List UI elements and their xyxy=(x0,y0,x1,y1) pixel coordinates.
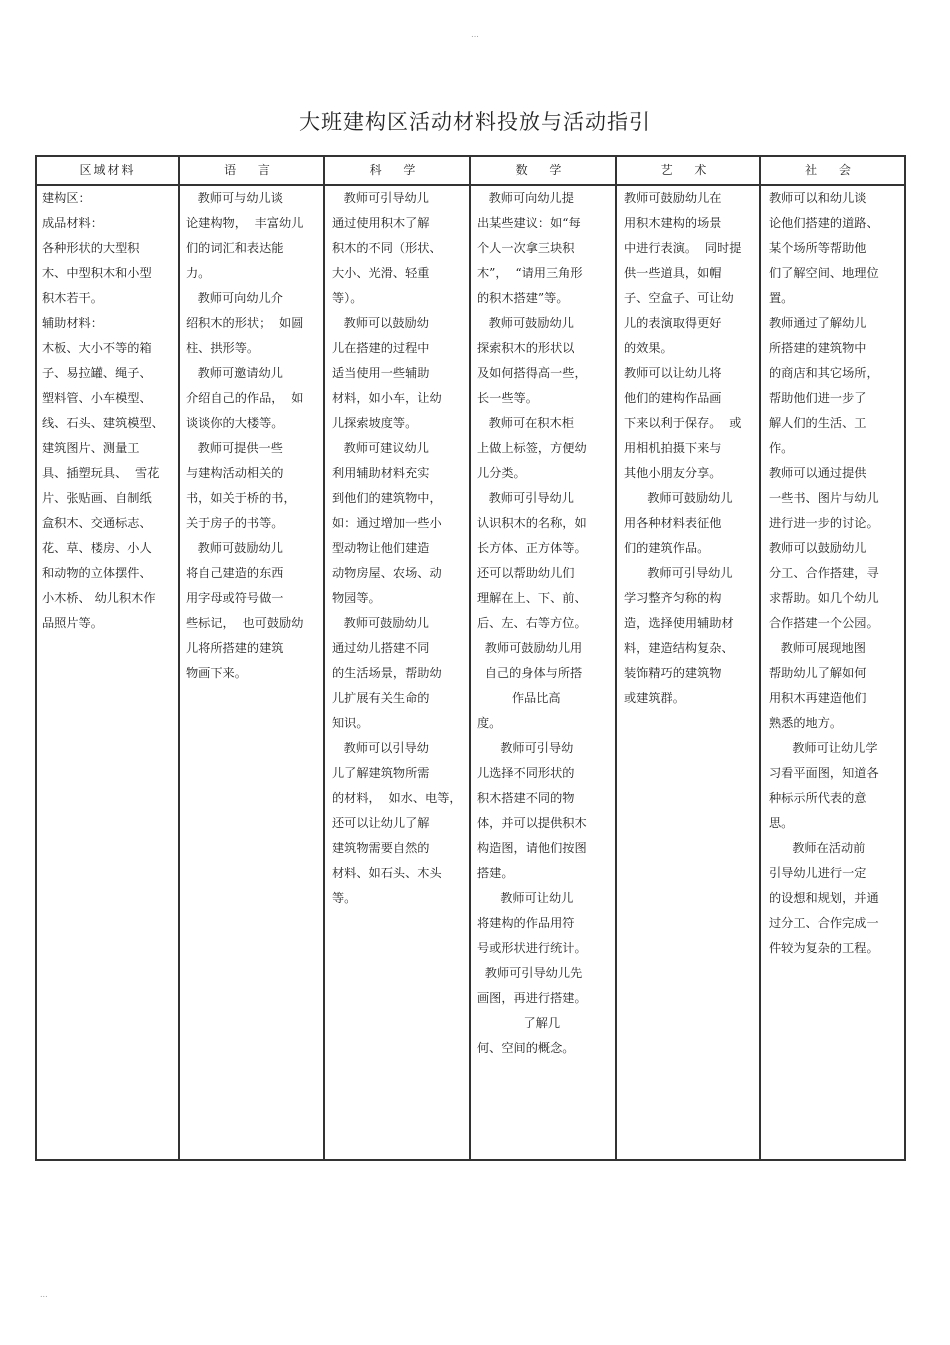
cell-line: 适当使用一些辅助 xyxy=(332,366,430,380)
cell-line: 绍积木的形状； 如圆 xyxy=(186,316,304,330)
cell-line: 教师可鼓励幼儿 xyxy=(624,491,733,505)
cell-line: 大小、光滑、轻重 xyxy=(332,266,430,280)
cell-line: 等。 xyxy=(332,891,357,905)
cell-line: 花、草、楼房、小人 xyxy=(42,541,152,555)
cell-line: 构造图，请他们按图 xyxy=(477,841,587,855)
cell-line: 论他们搭建的道路、 xyxy=(769,216,879,230)
cell-line: 供一些道具，如帽 xyxy=(624,266,722,280)
cell-line: 下来以利于保存。 或 xyxy=(624,416,742,430)
cell-line: 品照片等。 xyxy=(42,616,103,630)
cell-line: 后、左、右等方位。 xyxy=(477,616,587,630)
header-art: 艺 术 xyxy=(660,163,716,177)
cell-line: 儿将所搭建的建筑 xyxy=(186,641,284,655)
cell-line: 与建构活动相关的 xyxy=(186,466,284,480)
cell-line: 积木若干。 xyxy=(42,291,103,305)
cell-line: 过分工、合作完成一 xyxy=(769,916,879,930)
cell-line: 教师可邀请幼儿 xyxy=(186,366,283,380)
cell-line: 进行进一步的讨论。 xyxy=(769,516,879,530)
cell-line: 分工、合作搭建，寻 xyxy=(769,566,879,580)
cell-line: 们的词汇和表达能 xyxy=(186,241,284,255)
cell-line: 用相机拍摄下来与 xyxy=(624,441,722,455)
header-social: 社 会 xyxy=(805,163,860,177)
cell-line: 教师可以和幼儿谈 xyxy=(769,191,867,205)
cell-line: 塑料管、小车模型、 xyxy=(42,391,152,405)
cell-line: 教师可引导幼儿先 xyxy=(477,966,583,980)
column-divider xyxy=(615,157,617,1159)
cell-line: 他们的建构作品画 xyxy=(624,391,722,405)
cell-line: 积木搭建不同的物 xyxy=(477,791,575,805)
cell-line: 的生活场景，帮助幼 xyxy=(332,666,442,680)
cell-line: 通过使用积木了解 xyxy=(332,216,430,230)
cell-line: 物园等。 xyxy=(332,591,381,605)
cell-line: 解人们的生活、工 xyxy=(769,416,867,430)
cell-line: 种标示所代表的意 xyxy=(769,791,867,805)
cell-line: 合作搭建一个公园。 xyxy=(769,616,879,630)
column-divider xyxy=(759,157,761,1159)
cell-line: 教师可建议幼儿 xyxy=(332,441,429,455)
cell-line: 线、石头、建筑模型、 xyxy=(42,416,164,430)
cell-line: 建构区： xyxy=(42,191,91,205)
page-marker-bottom: ... xyxy=(40,1290,48,1299)
cell-line: 其他小朋友分享。 xyxy=(624,466,722,480)
cell-line: 儿选择不同形状的 xyxy=(477,766,575,780)
cell-line: 知识。 xyxy=(332,716,369,730)
cell-line: 如：通过增加一些小 xyxy=(332,516,442,530)
header-math: 数 学 xyxy=(515,163,571,177)
cell-line: 教师可展现地图 xyxy=(769,641,866,655)
cell-line: 装饰精巧的建筑物 xyxy=(624,666,722,680)
cell-line: 教师可鼓励幼儿 xyxy=(332,616,429,630)
cell-line: 一些书、图片与幼儿 xyxy=(769,491,879,505)
cell-line: 认识积木的名称，如 xyxy=(477,516,587,530)
cell-line: 理解在上、下、前、 xyxy=(477,591,587,605)
cell-line: 积木的不同（形状、 xyxy=(332,241,442,255)
cell-line: 教师可以鼓励幼儿 xyxy=(769,541,867,555)
cell-line: 习看平面图，知道各 xyxy=(769,766,879,780)
cell-line: 料，建造结构复杂、 xyxy=(624,641,734,655)
cell-line: 儿分类。 xyxy=(477,466,526,480)
header-language: 语 言 xyxy=(224,163,279,177)
cell-line: 个人一次拿三块积 xyxy=(477,241,575,255)
cell-line: 教师可引导幼儿 xyxy=(332,191,429,205)
cell-line: 们了解空间、地理位 xyxy=(769,266,879,280)
cell-line: 教师可以引导幼 xyxy=(332,741,429,755)
header-area-materials: 区域材料 xyxy=(79,163,136,177)
cell-line: 帮助他们进一步了 xyxy=(769,391,867,405)
cell-line: 些标记， 也可鼓励幼 xyxy=(186,616,304,630)
cell-line: 将建构的作品用符 xyxy=(477,916,575,930)
cell-line: 建筑物需要自然的 xyxy=(332,841,430,855)
cell-line: 将自己建造的东西 xyxy=(186,566,284,580)
cell-line: 造，选择使用辅助材 xyxy=(624,616,734,630)
cell-line: 到他们的建筑物中， xyxy=(332,491,442,505)
cell-line: 教师可提供一些 xyxy=(186,441,283,455)
cell-line: 和动物的立体摆件、 xyxy=(42,566,152,580)
cell-line: 求帮助。如几个幼儿 xyxy=(769,591,879,605)
cell-line: 教师可以通过提供 xyxy=(769,466,867,480)
cell-line: 关于房子的书等。 xyxy=(186,516,284,530)
cell-line: 通过幼儿搭建不同 xyxy=(332,641,430,655)
cell-line: 木”， “请用三角形 xyxy=(477,266,583,280)
cell-line: 引导幼儿进行一定 xyxy=(769,866,867,880)
cell-line: 材料、如石头、木头 xyxy=(332,866,442,880)
cell-line: 某个场所等帮助他 xyxy=(769,241,867,255)
cell-line: 号或形状进行统计。 xyxy=(477,941,587,955)
cell-line: 及如何搭得高一些， xyxy=(477,366,587,380)
cell-line: 教师可鼓励幼儿 xyxy=(477,316,574,330)
cell-line: 教师可引导幼 xyxy=(477,741,574,755)
cell-line: 的商店和其它场所， xyxy=(769,366,879,380)
cell-line: 用各种材料表征他 xyxy=(624,516,722,530)
cell-line: 出某些建议：如“每 xyxy=(477,216,581,230)
column-divider xyxy=(469,157,471,1159)
cell-line: 探索积木的形状以 xyxy=(477,341,575,355)
cell-line: 儿了解建筑物所需 xyxy=(332,766,430,780)
cell-line: 教师可鼓励幼儿在 xyxy=(624,191,722,205)
cell-line: 柱、拱形等。 xyxy=(186,341,260,355)
cell-line: 教师可引导幼儿 xyxy=(624,566,733,580)
cell-line: 儿的表演取得更好 xyxy=(624,316,722,330)
cell-line: 教师可让幼儿学 xyxy=(769,741,878,755)
cell-line: 们的建筑作品。 xyxy=(624,541,710,555)
cell-line: 长方体、正方体等。 xyxy=(477,541,587,555)
cell-line: 的设想和规划，并通 xyxy=(769,891,879,905)
cell-line: 片、张贴画、自制纸 xyxy=(42,491,152,505)
cell-line: 儿在搭建的过程中 xyxy=(332,341,430,355)
cell-math xyxy=(477,186,587,1061)
cell-line: 小木桥、 幼儿积木作 xyxy=(42,591,156,605)
cell-area-materials xyxy=(42,186,164,636)
cell-line: 熟悉的地方。 xyxy=(769,716,843,730)
cell-line: 体，并可以提供积木 xyxy=(477,816,587,830)
cell-line: 中进行表演。 同时提 xyxy=(624,241,742,255)
cell-line: 教师可引导幼儿 xyxy=(477,491,574,505)
cell-line: 各种形状的大型积 xyxy=(42,241,140,255)
cell-line: 搭建。 xyxy=(477,866,514,880)
cell-line: 置。 xyxy=(769,291,794,305)
cell-line: 盒积木、交通标志、 xyxy=(42,516,152,530)
cell-line: 建筑图片、测量工 xyxy=(42,441,140,455)
cell-line: 帮助幼儿了解如何 xyxy=(769,666,867,680)
cell-line: 的效果。 xyxy=(624,341,673,355)
cell-line: 具、插塑玩具、 雪花 xyxy=(42,466,160,480)
cell-line: 教师可让幼儿 xyxy=(477,891,574,905)
cell-line: 画图，再进行搭建。 xyxy=(477,991,587,1005)
cell-line: 用积木建构的场景 xyxy=(624,216,722,230)
cell-line: 或建筑群。 xyxy=(624,691,685,705)
cell-line: 成品材料： xyxy=(42,216,103,230)
cell-line: 谈谈你的大楼等。 xyxy=(186,416,284,430)
cell-line: 教师可鼓励幼儿 xyxy=(186,541,283,555)
cell-line: 还可以帮助幼儿们 xyxy=(477,566,575,580)
cell-line: 物画下来。 xyxy=(186,666,247,680)
cell-line: 材料，如小车，让幼 xyxy=(332,391,442,405)
cell-line: 学习整齐匀称的构 xyxy=(624,591,722,605)
cell-line: 用积木再建造他们 xyxy=(769,691,867,705)
cell-line: 介绍自己的作品， 如 xyxy=(186,391,304,405)
activity-guide-table xyxy=(35,155,906,1161)
cell-line: 作品比高 xyxy=(477,691,561,705)
cell-line: 思。 xyxy=(769,816,794,830)
cell-line: 子、空盒子、可让幼 xyxy=(624,291,734,305)
cell-line: 教师通过了解幼儿 xyxy=(769,316,867,330)
cell-line: 度。 xyxy=(477,716,502,730)
cell-line: 教师可以让幼儿将 xyxy=(624,366,722,380)
cell-line: 自己的身体与所搭 xyxy=(477,666,583,680)
cell-line: 儿探索坡度等。 xyxy=(332,416,418,430)
cell-line: 所搭建的建筑物中 xyxy=(769,341,867,355)
cell-line: 动物房屋、农场、动 xyxy=(332,566,442,580)
cell-line: 作。 xyxy=(769,441,794,455)
cell-line: 教师可向幼儿介 xyxy=(186,291,283,305)
cell-line: 等）。 xyxy=(332,291,363,305)
cell-line: 辅助材料： xyxy=(42,316,103,330)
cell-line: 何、空间的概念。 xyxy=(477,1041,575,1055)
page-marker-top: ... xyxy=(471,30,479,39)
cell-line: 子、易拉罐、绳子、 xyxy=(42,366,152,380)
cell-line: 木、中型积木和小型 xyxy=(42,266,152,280)
cell-line: 件较为复杂的工程。 xyxy=(769,941,879,955)
cell-art xyxy=(624,186,741,711)
cell-science xyxy=(332,186,462,911)
cell-line: 还可以让幼儿了解 xyxy=(332,816,430,830)
cell-line: 用字母或符号做一 xyxy=(186,591,284,605)
cell-language xyxy=(186,186,303,686)
column-divider xyxy=(323,157,325,1159)
cell-line: 利用辅助材料充实 xyxy=(332,466,430,480)
cell-line: 教师可在积木柜 xyxy=(477,416,574,430)
cell-line: 教师可鼓励幼儿用 xyxy=(477,641,583,655)
column-divider xyxy=(178,157,180,1159)
cell-line: 长一些等。 xyxy=(477,391,538,405)
cell-line: 型动物让他们建造 xyxy=(332,541,430,555)
cell-line: 了解几 xyxy=(477,1016,561,1030)
cell-line: 儿扩展有关生命的 xyxy=(332,691,430,705)
cell-line: 教师在活动前 xyxy=(769,841,866,855)
cell-line: 上做上标签，方便幼 xyxy=(477,441,587,455)
page-title: 大班建构区活动材料投放与活动指引 xyxy=(299,110,651,134)
cell-line: 教师可以鼓励幼 xyxy=(332,316,429,330)
cell-line: 力。 xyxy=(186,266,211,280)
cell-social xyxy=(769,186,879,961)
cell-line: 木板、大小不等的箱 xyxy=(42,341,152,355)
header-science: 科 学 xyxy=(369,163,425,177)
cell-line: 的积木搭建”等。 xyxy=(477,291,569,305)
cell-line: 的材料， 如水、电等， xyxy=(332,791,462,805)
cell-line: 论建构物， 丰富幼儿 xyxy=(186,216,304,230)
cell-line: 书，如关于桥的书， xyxy=(186,491,296,505)
cell-line: 教师可向幼儿提 xyxy=(477,191,574,205)
cell-line: 教师可与幼儿谈 xyxy=(186,191,283,205)
